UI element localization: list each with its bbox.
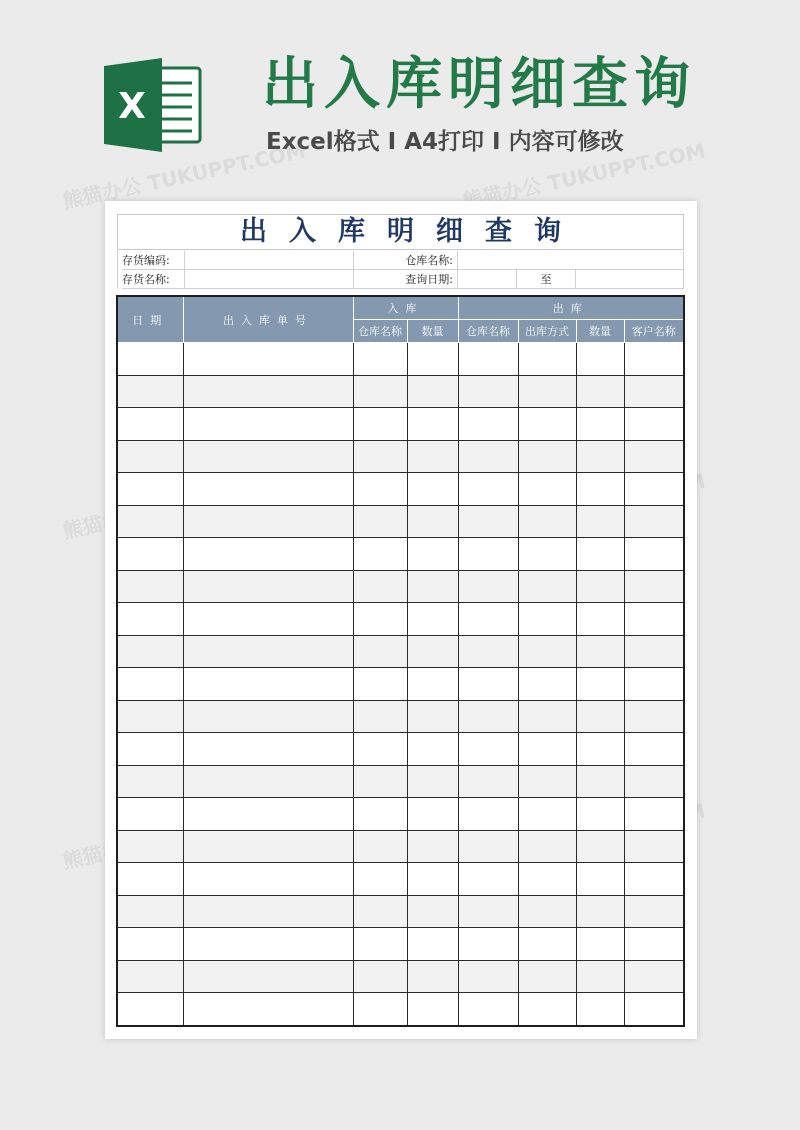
warehouse-label: 仓库名称: [353,251,457,270]
table-cell[interactable] [624,473,684,506]
table-cell[interactable] [407,603,458,636]
meta-row-name [117,270,684,289]
table-cell[interactable] [576,960,624,993]
table-cell[interactable] [183,765,353,798]
table-cell[interactable] [518,408,576,441]
table-cell[interactable] [407,635,458,668]
table-row [117,830,684,863]
table-cell[interactable] [458,343,518,376]
table-cell[interactable] [407,668,458,701]
table-cell[interactable] [576,895,624,928]
table-cell[interactable] [518,895,576,928]
table-cell[interactable] [353,733,407,766]
inventory-table [116,295,685,1027]
table-cell[interactable] [624,538,684,571]
table-cell[interactable] [624,700,684,733]
table-cell[interactable] [576,700,624,733]
table-cell[interactable] [576,765,624,798]
table-cell[interactable] [518,733,576,766]
table-cell[interactable] [624,668,684,701]
table-cell[interactable] [518,960,576,993]
date-from-field[interactable] [457,270,516,289]
table-cell[interactable] [117,830,183,863]
table-cell[interactable] [518,993,576,1026]
table-cell[interactable] [576,408,624,441]
table-cell[interactable] [183,863,353,896]
table-cell[interactable] [353,765,407,798]
table-cell[interactable] [117,765,183,798]
table-cell[interactable] [117,440,183,473]
table-cell[interactable] [458,570,518,603]
table-cell[interactable] [458,700,518,733]
table-row [117,960,684,993]
table-row [117,473,684,506]
table-cell[interactable] [117,798,183,831]
table-cell[interactable] [458,928,518,961]
watermark: 熊猫办公 TUKUPPT.COM [460,138,708,214]
table-row [117,668,684,701]
table-cell[interactable] [117,928,183,961]
table-cell[interactable] [183,928,353,961]
table-cell[interactable] [576,570,624,603]
table-cell[interactable] [353,343,407,376]
watermark: 熊猫办公 TUKUPPT.COM [60,138,308,214]
table-row [117,570,684,603]
table-cell[interactable] [117,505,183,538]
header-out-warehouse: 仓库名称 [458,320,518,343]
table-cell[interactable] [183,700,353,733]
table-cell[interactable] [576,993,624,1026]
table-cell[interactable] [117,473,183,506]
table-cell[interactable] [353,440,407,473]
excel-logo-icon [104,58,202,152]
banner-subtitle: Excel格式 I A4打印 I 内容可修改 [266,129,624,155]
table-cell[interactable] [576,343,624,376]
table-cell[interactable] [458,440,518,473]
table-row [117,895,684,928]
table-cell[interactable] [353,700,407,733]
table-cell[interactable] [353,928,407,961]
table-cell[interactable] [183,603,353,636]
table-cell[interactable] [576,668,624,701]
table-cell[interactable] [624,895,684,928]
header-customer-name: 客户名称 [624,320,684,343]
table-cell[interactable] [576,473,624,506]
table-cell[interactable] [353,993,407,1026]
table-cell[interactable] [353,408,407,441]
table-cell[interactable] [518,765,576,798]
table-cell[interactable] [183,960,353,993]
table-row [117,603,684,636]
table-cell[interactable] [117,960,183,993]
table-cell[interactable] [624,603,684,636]
table-cell[interactable] [458,603,518,636]
table-cell[interactable] [624,375,684,408]
table-cell[interactable] [576,505,624,538]
table-cell[interactable] [518,505,576,538]
watermark: 熊猫办公 [60,503,144,544]
table-cell[interactable] [407,798,458,831]
table-cell[interactable] [518,538,576,571]
table-row [117,440,684,473]
table-cell[interactable] [624,343,684,376]
table-cell[interactable] [353,668,407,701]
table-row [117,798,684,831]
table-cell[interactable] [117,668,183,701]
table-cell[interactable] [353,375,407,408]
table-cell[interactable] [353,635,407,668]
table-cell[interactable] [576,603,624,636]
table-cell[interactable] [624,440,684,473]
table-cell[interactable] [407,895,458,928]
table-cell[interactable] [624,993,684,1026]
warehouse-field[interactable] [457,251,684,270]
table-row [117,635,684,668]
table-cell[interactable] [407,765,458,798]
table-row [117,765,684,798]
header-out-group: 出库 [458,296,684,320]
table-cell[interactable] [518,343,576,376]
table-cell[interactable] [183,408,353,441]
header-date: 日期 [117,296,183,343]
table-cell[interactable] [576,798,624,831]
table-cell[interactable] [518,830,576,863]
table-cell[interactable] [576,440,624,473]
table-cell[interactable] [576,538,624,571]
table-cell[interactable] [117,895,183,928]
table-cell[interactable] [518,668,576,701]
table-cell[interactable] [117,375,183,408]
table-cell[interactable] [458,765,518,798]
table-cell[interactable] [183,798,353,831]
table-cell[interactable] [183,375,353,408]
table-cell[interactable] [624,635,684,668]
table-row [117,928,684,961]
table-cell[interactable] [183,635,353,668]
table-cell[interactable] [458,798,518,831]
table-cell[interactable] [458,505,518,538]
table-cell[interactable] [353,798,407,831]
table-cell[interactable] [353,570,407,603]
header-in-group: 入库 [353,296,458,320]
table-cell[interactable] [117,408,183,441]
table-cell[interactable] [576,733,624,766]
table-cell[interactable] [183,830,353,863]
table-cell[interactable] [353,863,407,896]
table-cell[interactable] [407,928,458,961]
table-cell[interactable] [407,733,458,766]
table-cell[interactable] [117,603,183,636]
document-title: 出入库明细查询 [117,214,684,250]
table-cell[interactable] [518,473,576,506]
header-out-method: 出库方式 [518,320,576,343]
table-cell[interactable] [117,538,183,571]
table-cell[interactable] [576,375,624,408]
table-cell[interactable] [353,895,407,928]
table-cell[interactable] [458,408,518,441]
table-cell[interactable] [458,538,518,571]
table-cell[interactable] [117,343,183,376]
meta-row-code [117,251,684,270]
table-cell[interactable] [407,570,458,603]
table-cell[interactable] [458,473,518,506]
table-cell[interactable] [624,570,684,603]
table-cell[interactable] [576,928,624,961]
table-cell[interactable] [458,733,518,766]
item-name-field[interactable] [184,270,353,289]
date-to-field[interactable] [575,270,684,289]
table-row [117,733,684,766]
table-cell[interactable] [518,603,576,636]
table-cell[interactable] [183,993,353,1026]
table-cell[interactable] [117,993,183,1026]
table-row [117,993,684,1026]
table-cell[interactable] [624,505,684,538]
table-row [117,408,684,441]
to-label: 至 [516,270,575,289]
table-cell[interactable] [353,603,407,636]
table-cell[interactable] [117,700,183,733]
table-cell[interactable] [458,830,518,863]
table-cell[interactable] [458,635,518,668]
table-cell[interactable] [407,993,458,1026]
table-cell[interactable] [183,505,353,538]
header-order-no: 出入库单号 [183,296,353,343]
table-cell[interactable] [407,440,458,473]
table-cell[interactable] [624,830,684,863]
table-cell[interactable] [407,408,458,441]
table-cell[interactable] [353,830,407,863]
table-cell[interactable] [183,343,353,376]
table-row [117,863,684,896]
table-cell[interactable] [353,960,407,993]
table-cell[interactable] [407,830,458,863]
table-cell[interactable] [624,733,684,766]
table-cell[interactable] [353,505,407,538]
table-cell[interactable] [518,570,576,603]
table-cell[interactable] [183,538,353,571]
table-cell[interactable] [458,993,518,1026]
table-cell[interactable] [624,960,684,993]
table-cell[interactable] [518,928,576,961]
table-cell[interactable] [576,830,624,863]
query-date-label: 查询日期: [353,270,457,289]
item-code-field[interactable] [184,251,353,270]
table-cell[interactable] [458,895,518,928]
table-cell[interactable] [117,863,183,896]
table-cell[interactable] [183,733,353,766]
item-code-label: 存货编码: [122,251,184,270]
table-row [117,343,684,376]
table-cell[interactable] [183,440,353,473]
table-cell[interactable] [624,765,684,798]
table-row [117,505,684,538]
table-cell[interactable] [183,570,353,603]
table-cell[interactable] [407,343,458,376]
table-cell[interactable] [518,635,576,668]
table-cell[interactable] [458,668,518,701]
banner-title: 出入库明细查询 [262,52,696,117]
table-cell[interactable] [458,375,518,408]
table-cell[interactable] [518,700,576,733]
table-cell[interactable] [518,440,576,473]
table-cell[interactable] [576,863,624,896]
table-cell[interactable] [353,473,407,506]
table-cell[interactable] [458,960,518,993]
table-row [117,538,684,571]
table-cell[interactable] [458,863,518,896]
table-cell[interactable] [183,668,353,701]
table-cell[interactable] [407,473,458,506]
item-name-label: 存货名称: [122,270,184,289]
table-cell[interactable] [407,375,458,408]
table-cell[interactable] [407,538,458,571]
header-in-quantity: 数量 [407,320,458,343]
table-cell[interactable] [183,895,353,928]
table-cell[interactable] [117,570,183,603]
table-cell[interactable] [518,798,576,831]
table-cell[interactable] [117,733,183,766]
table-row [117,375,684,408]
table-row [117,700,684,733]
header-in-warehouse: 仓库名称 [353,320,407,343]
table-cell[interactable] [117,635,183,668]
watermark: 熊猫办公 [60,833,144,874]
header-out-quantity: 数量 [576,320,624,343]
table-cell[interactable] [624,928,684,961]
table-cell[interactable] [624,408,684,441]
table-cell[interactable] [183,473,353,506]
table-cell[interactable] [407,700,458,733]
table-cell[interactable] [624,863,684,896]
table-cell[interactable] [518,375,576,408]
table-cell[interactable] [407,863,458,896]
table-cell[interactable] [576,635,624,668]
excel-logo-letter: X [118,86,146,127]
table-cell[interactable] [624,798,684,831]
table-cell[interactable] [407,960,458,993]
table-cell[interactable] [518,863,576,896]
table-cell[interactable] [407,505,458,538]
table-cell[interactable] [353,538,407,571]
